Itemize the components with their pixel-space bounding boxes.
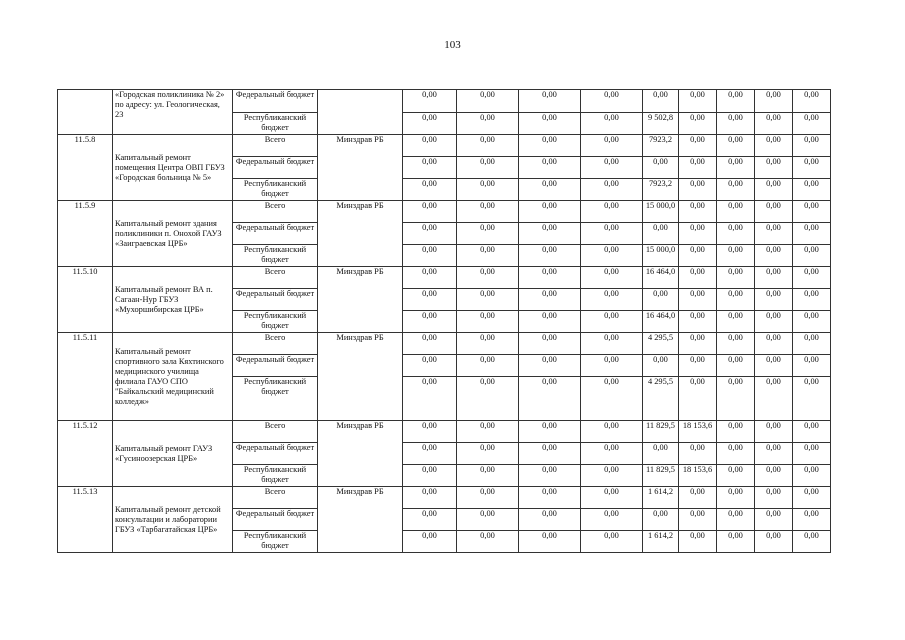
value-cell: 0,00 (793, 113, 831, 135)
value-cell: 0,00 (581, 223, 643, 245)
value-cell: 0,00 (717, 333, 755, 355)
value-cell: 0,00 (457, 377, 519, 421)
value-cell: 0,00 (403, 223, 457, 245)
value-cell: 0,00 (519, 289, 581, 311)
table-row (58, 135, 831, 157)
funding-source-cell: Республиканский бюджет (233, 531, 318, 553)
value-cell: 0,00 (755, 355, 793, 377)
value-cell: 0,00 (643, 289, 679, 311)
value-cell: 0,00 (755, 113, 793, 135)
value-cell: 0,00 (457, 135, 519, 157)
value-cell: 0,00 (403, 90, 457, 113)
funding-source-cell: Федеральный бюджет (233, 355, 318, 377)
value-cell: 0,00 (679, 509, 717, 531)
value-cell: 0,00 (403, 333, 457, 355)
value-cell: 15 000,0 (643, 245, 679, 267)
value-cell: 18 153,6 (679, 465, 717, 487)
value-cell: 0,00 (679, 531, 717, 553)
value-cell: 0,00 (643, 223, 679, 245)
value-cell: 0,00 (457, 333, 519, 355)
value-cell: 7923,2 (643, 179, 679, 201)
executor-cell: Минздрав РБ (318, 333, 403, 421)
value-cell: 0,00 (793, 531, 831, 553)
value-cell: 0,00 (457, 245, 519, 267)
value-cell: 0,00 (581, 333, 643, 355)
value-cell: 0,00 (793, 465, 831, 487)
table-row (58, 487, 831, 509)
value-cell: 0,00 (457, 311, 519, 333)
table-row (58, 201, 831, 223)
value-cell: 0,00 (457, 355, 519, 377)
value-cell: 0,00 (755, 333, 793, 355)
value-cell: 0,00 (717, 487, 755, 509)
value-cell: 0,00 (679, 333, 717, 355)
value-cell: 0,00 (793, 90, 831, 113)
value-cell: 0,00 (519, 355, 581, 377)
value-cell: 0,00 (403, 487, 457, 509)
value-cell: 0,00 (403, 311, 457, 333)
value-cell: 0,00 (755, 223, 793, 245)
value-cell: 0,00 (679, 443, 717, 465)
value-cell: 0,00 (403, 267, 457, 289)
value-cell: 0,00 (717, 531, 755, 553)
item-number-cell: 11.5.10 (58, 267, 113, 333)
value-cell: 0,00 (457, 289, 519, 311)
value-cell: 0,00 (793, 509, 831, 531)
value-cell: 16 464,0 (643, 267, 679, 289)
funding-source-cell: Всего (233, 421, 318, 443)
value-cell: 1 614,2 (643, 531, 679, 553)
value-cell: 0,00 (643, 157, 679, 179)
value-cell: 0,00 (793, 267, 831, 289)
value-cell: 18 153,6 (679, 421, 717, 443)
value-cell: 0,00 (581, 509, 643, 531)
value-cell: 0,00 (679, 487, 717, 509)
value-cell: 0,00 (717, 311, 755, 333)
value-cell: 11 829,5 (643, 421, 679, 443)
value-cell: 0,00 (581, 421, 643, 443)
value-cell: 0,00 (581, 531, 643, 553)
funding-source-cell: Всего (233, 487, 318, 509)
value-cell: 0,00 (793, 487, 831, 509)
value-cell: 0,00 (403, 245, 457, 267)
value-cell: 0,00 (403, 135, 457, 157)
funding-source-cell: Федеральный бюджет (233, 289, 318, 311)
value-cell: 0,00 (581, 201, 643, 223)
value-cell: 0,00 (793, 377, 831, 421)
value-cell: 0,00 (793, 201, 831, 223)
value-cell: 0,00 (457, 157, 519, 179)
value-cell: 0,00 (717, 135, 755, 157)
value-cell: 0,00 (581, 377, 643, 421)
value-cell: 15 000,0 (643, 201, 679, 223)
value-cell: 0,00 (755, 311, 793, 333)
value-cell: 0,00 (679, 377, 717, 421)
value-cell: 0,00 (755, 531, 793, 553)
value-cell: 0,00 (403, 377, 457, 421)
value-cell: 0,00 (679, 355, 717, 377)
executor-cell: Минздрав РБ (318, 487, 403, 553)
value-cell: 0,00 (643, 443, 679, 465)
value-cell: 0,00 (519, 157, 581, 179)
value-cell: 0,00 (519, 443, 581, 465)
funding-source-cell: Республиканский бюджет (233, 311, 318, 333)
value-cell: 9 502,8 (643, 113, 679, 135)
value-cell: 0,00 (793, 333, 831, 355)
value-cell: 0,00 (755, 245, 793, 267)
value-cell: 0,00 (581, 113, 643, 135)
item-title-cell: Капитальный ремонт помещения Центра ОВП ГБУЗ «Городская больница № 5» (113, 135, 233, 201)
value-cell: 0,00 (755, 201, 793, 223)
value-cell: 0,00 (581, 487, 643, 509)
value-cell: 0,00 (755, 509, 793, 531)
value-cell: 0,00 (519, 333, 581, 355)
value-cell: 4 295,5 (643, 333, 679, 355)
value-cell: 0,00 (581, 157, 643, 179)
value-cell: 0,00 (403, 157, 457, 179)
value-cell: 0,00 (519, 135, 581, 157)
table-row (58, 90, 831, 113)
value-cell: 0,00 (519, 179, 581, 201)
value-cell: 0,00 (793, 179, 831, 201)
value-cell: 0,00 (679, 179, 717, 201)
value-cell: 0,00 (457, 113, 519, 135)
executor-cell (318, 90, 403, 135)
value-cell: 0,00 (755, 157, 793, 179)
value-cell: 0,00 (717, 179, 755, 201)
table-row (58, 333, 831, 355)
funding-source-cell: Республиканский бюджет (233, 377, 318, 421)
value-cell: 1 614,2 (643, 487, 679, 509)
value-cell: 0,00 (717, 355, 755, 377)
value-cell: 0,00 (519, 201, 581, 223)
value-cell: 0,00 (519, 377, 581, 421)
value-cell: 0,00 (755, 179, 793, 201)
value-cell: 0,00 (793, 311, 831, 333)
value-cell: 0,00 (717, 245, 755, 267)
value-cell: 0,00 (717, 223, 755, 245)
value-cell: 0,00 (717, 377, 755, 421)
value-cell: 0,00 (581, 289, 643, 311)
value-cell: 0,00 (403, 509, 457, 531)
value-cell: 0,00 (793, 157, 831, 179)
item-title-cell: Капитальный ремонт детской консультации и лаборатории ГБУЗ «Тарбагатайская ЦРБ» (113, 487, 233, 553)
value-cell: 0,00 (717, 509, 755, 531)
value-cell: 0,00 (457, 90, 519, 113)
item-number-cell: 11.5.11 (58, 333, 113, 421)
value-cell: 0,00 (457, 421, 519, 443)
value-cell: 0,00 (679, 135, 717, 157)
value-cell: 16 464,0 (643, 311, 679, 333)
value-cell: 0,00 (679, 311, 717, 333)
value-cell: 0,00 (581, 245, 643, 267)
value-cell: 0,00 (755, 443, 793, 465)
value-cell: 0,00 (403, 443, 457, 465)
executor-cell: Минздрав РБ (318, 421, 403, 487)
funding-source-cell: Всего (233, 333, 318, 355)
item-number-cell (58, 90, 113, 135)
funding-source-cell: Федеральный бюджет (233, 90, 318, 113)
table-row (58, 267, 831, 289)
value-cell: 0,00 (717, 443, 755, 465)
value-cell: 0,00 (581, 179, 643, 201)
value-cell: 0,00 (519, 245, 581, 267)
funding-source-cell: Всего (233, 267, 318, 289)
value-cell: 0,00 (793, 135, 831, 157)
funding-source-cell: Республиканский бюджет (233, 245, 318, 267)
value-cell: 0,00 (457, 267, 519, 289)
funding-source-cell: Всего (233, 135, 318, 157)
value-cell: 0,00 (457, 179, 519, 201)
value-cell: 0,00 (755, 421, 793, 443)
value-cell: 0,00 (679, 157, 717, 179)
value-cell: 0,00 (793, 223, 831, 245)
value-cell: 0,00 (519, 487, 581, 509)
value-cell: 0,00 (403, 113, 457, 135)
page-number: 103 (444, 39, 461, 51)
value-cell: 0,00 (581, 135, 643, 157)
value-cell: 4 295,5 (643, 377, 679, 421)
value-cell: 0,00 (755, 377, 793, 421)
value-cell: 0,00 (717, 267, 755, 289)
value-cell: 0,00 (457, 465, 519, 487)
value-cell: 0,00 (403, 201, 457, 223)
value-cell: 0,00 (679, 223, 717, 245)
value-cell: 0,00 (717, 113, 755, 135)
item-title-cell: «Городская поликлиника № 2» по адресу: ул. Геологическая, 23 (113, 90, 233, 135)
item-number-cell: 11.5.8 (58, 135, 113, 201)
value-cell: 0,00 (643, 509, 679, 531)
item-title-cell: Капитальный ремонт здания поликлиники п. Онохой ГАУЗ «Заиграевская ЦРБ» (113, 201, 233, 267)
item-title-cell: Капитальный ремонт спортивного зала Кяхтинского медицинского училища филиала ГАУО СПО "Байкальский медицинский колледж» (113, 333, 233, 421)
funding-source-cell: Всего (233, 201, 318, 223)
value-cell: 0,00 (755, 267, 793, 289)
value-cell: 0,00 (581, 267, 643, 289)
value-cell: 0,00 (643, 355, 679, 377)
value-cell: 0,00 (457, 531, 519, 553)
value-cell: 0,00 (755, 487, 793, 509)
value-cell: 0,00 (403, 179, 457, 201)
value-cell: 0,00 (581, 355, 643, 377)
value-cell: 0,00 (679, 90, 717, 113)
value-cell: 0,00 (717, 421, 755, 443)
value-cell: 0,00 (457, 223, 519, 245)
value-cell: 0,00 (403, 531, 457, 553)
value-cell: 0,00 (581, 443, 643, 465)
value-cell: 0,00 (679, 201, 717, 223)
item-number-cell: 11.5.13 (58, 487, 113, 553)
value-cell: 0,00 (679, 267, 717, 289)
value-cell: 0,00 (403, 421, 457, 443)
value-cell: 0,00 (403, 465, 457, 487)
executor-cell: Минздрав РБ (318, 135, 403, 201)
value-cell: 0,00 (519, 267, 581, 289)
value-cell: 0,00 (519, 531, 581, 553)
value-cell: 0,00 (519, 465, 581, 487)
value-cell: 0,00 (403, 355, 457, 377)
executor-cell: Минздрав РБ (318, 267, 403, 333)
value-cell: 0,00 (793, 245, 831, 267)
value-cell: 0,00 (519, 223, 581, 245)
value-cell: 0,00 (679, 245, 717, 267)
funding-source-cell: Республиканский бюджет (233, 113, 318, 135)
value-cell: 0,00 (755, 289, 793, 311)
value-cell: 0,00 (679, 113, 717, 135)
item-title-cell: Капитальный ремонт ГАУЗ «Гусиноозерская ЦРБ» (113, 421, 233, 487)
budget-table (57, 89, 831, 553)
value-cell: 0,00 (717, 90, 755, 113)
table-row (58, 421, 831, 443)
funding-source-cell: Республиканский бюджет (233, 465, 318, 487)
value-cell: 7923,2 (643, 135, 679, 157)
value-cell: 0,00 (755, 465, 793, 487)
value-cell: 0,00 (643, 90, 679, 113)
executor-cell: Минздрав РБ (318, 201, 403, 267)
table-body (58, 90, 831, 553)
value-cell: 0,00 (457, 509, 519, 531)
value-cell: 0,00 (457, 443, 519, 465)
item-number-cell: 11.5.9 (58, 201, 113, 267)
value-cell: 0,00 (717, 201, 755, 223)
value-cell: 0,00 (793, 289, 831, 311)
funding-source-cell: Федеральный бюджет (233, 223, 318, 245)
value-cell: 11 829,5 (643, 465, 679, 487)
value-cell: 0,00 (717, 465, 755, 487)
item-title-cell: Капитальный ремонт ВА п. Сагаан-Нур ГБУЗ «Мухоршибирская ЦРБ» (113, 267, 233, 333)
value-cell: 0,00 (519, 509, 581, 531)
value-cell: 0,00 (519, 90, 581, 113)
value-cell: 0,00 (581, 90, 643, 113)
value-cell: 0,00 (679, 289, 717, 311)
value-cell: 0,00 (581, 465, 643, 487)
value-cell: 0,00 (755, 135, 793, 157)
value-cell: 0,00 (519, 113, 581, 135)
item-number-cell: 11.5.12 (58, 421, 113, 487)
value-cell: 0,00 (793, 421, 831, 443)
funding-source-cell: Федеральный бюджет (233, 157, 318, 179)
value-cell: 0,00 (581, 311, 643, 333)
value-cell: 0,00 (793, 355, 831, 377)
value-cell: 0,00 (403, 289, 457, 311)
value-cell: 0,00 (457, 487, 519, 509)
funding-source-cell: Федеральный бюджет (233, 509, 318, 531)
value-cell: 0,00 (457, 201, 519, 223)
funding-source-cell: Республиканский бюджет (233, 179, 318, 201)
value-cell: 0,00 (717, 289, 755, 311)
value-cell: 0,00 (755, 90, 793, 113)
value-cell: 0,00 (519, 311, 581, 333)
value-cell: 0,00 (793, 443, 831, 465)
funding-source-cell: Федеральный бюджет (233, 443, 318, 465)
value-cell: 0,00 (519, 421, 581, 443)
value-cell: 0,00 (717, 157, 755, 179)
